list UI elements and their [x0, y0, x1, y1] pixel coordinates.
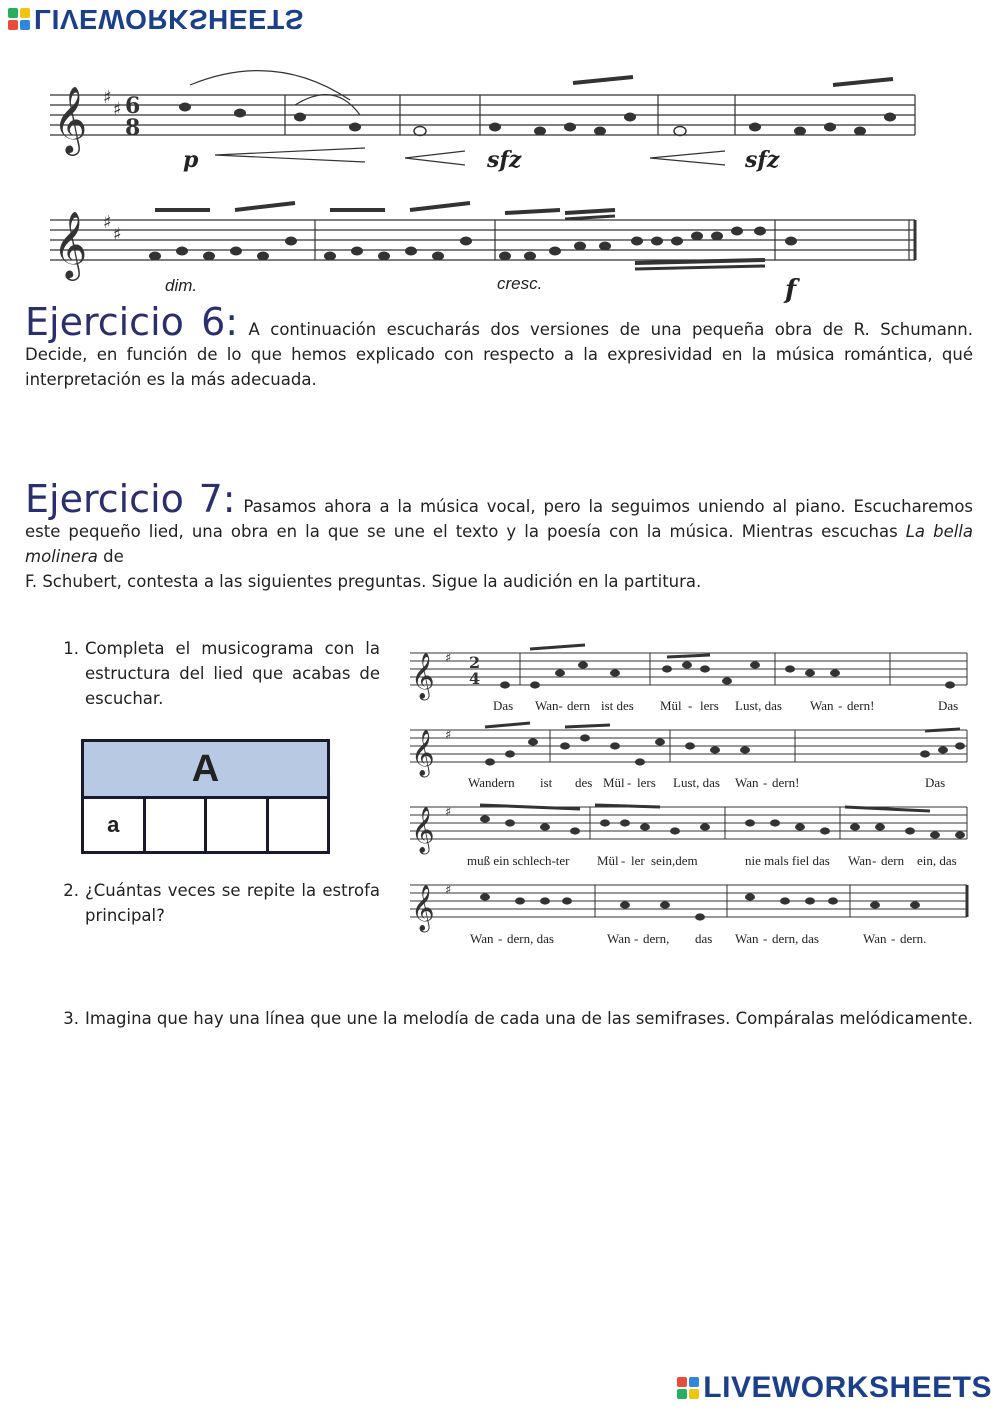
- exercise-7-body-2: F. Schubert, contesta a las siguientes preguntas. Sigue la audición en la partitura.: [25, 572, 702, 591]
- brand-logo-bottom: [677, 1371, 992, 1405]
- svg-text:𝄞: 𝄞: [53, 210, 88, 278]
- lyric: ist des: [601, 698, 634, 713]
- dynamic-marking: sfz: [487, 147, 522, 173]
- brand-name: LIVEWORKSHEETS: [34, 4, 304, 35]
- svg-text:♯: ♯: [445, 805, 452, 820]
- brand-block: [20, 20, 30, 30]
- lyric: Wan: [848, 853, 872, 868]
- expression-marking: cresc.: [497, 274, 543, 293]
- brand-block: [8, 20, 18, 30]
- lyric: sein,dem: [651, 853, 698, 868]
- musicograma-cell[interactable]: [206, 798, 268, 853]
- svg-text:♯: ♯: [113, 99, 122, 120]
- question-3: [55, 1006, 975, 1061]
- lyric: -: [838, 698, 843, 713]
- exercise-7-lead: Pasamos ahora a la música vocal, pero la seguimos uniendo al piano.: [243, 497, 846, 516]
- dynamic-marking: p: [183, 147, 199, 173]
- lyric: Das: [925, 775, 946, 790]
- lyric: -: [872, 853, 877, 868]
- exercise-7-title: Ejercicio 7:: [25, 477, 236, 521]
- lyric: Das: [938, 698, 959, 713]
- svg-text:𝄞: 𝄞: [411, 730, 435, 776]
- lyric: lers: [700, 698, 719, 713]
- lyric: dern!: [847, 698, 875, 713]
- question-number: 1.: [63, 639, 79, 658]
- exercise-7-body: Escucharemos este pequeño lied, una obra en la que se une el texto y la poesía con la música. Mientras escuchas: [25, 497, 974, 541]
- svg-text:𝄞: 𝄞: [53, 85, 88, 153]
- svg-text:𝄞: 𝄞: [411, 807, 435, 853]
- musicograma-cell[interactable]: [267, 798, 329, 853]
- svg-text:♯: ♯: [445, 651, 452, 666]
- lyric: Wandern: [468, 775, 515, 790]
- svg-text:♯: ♯: [445, 883, 452, 898]
- lyric: dern.: [900, 931, 927, 946]
- lyric: -: [634, 931, 639, 946]
- lyric: nie mals fiel das: [745, 853, 830, 868]
- svg-text:♯: ♯: [103, 212, 112, 233]
- svg-text:♯: ♯: [113, 224, 122, 245]
- musicograma-table: [81, 739, 330, 854]
- question-2: [55, 878, 380, 933]
- question-1: [55, 636, 380, 716]
- lyric: -: [763, 931, 768, 946]
- lied-score: [405, 635, 975, 955]
- exercise-6-title: Ejercicio 6:: [25, 300, 239, 344]
- lyric: -: [688, 698, 693, 713]
- lyric: dern, das: [507, 931, 554, 946]
- lyric: -: [891, 931, 896, 946]
- lyric: dern,: [643, 931, 670, 946]
- dynamic-marking: sfz: [745, 147, 780, 173]
- brand-blocks-icon: [677, 1377, 699, 1399]
- lyric: Wan: [470, 931, 494, 946]
- lyric: muß ein schlech-ter: [467, 853, 570, 868]
- brand-block: [689, 1377, 699, 1387]
- musicograma-cell[interactable]: [144, 798, 206, 853]
- brand-blocks-icon: [8, 8, 30, 30]
- exercise-7: [25, 477, 974, 594]
- lyric: des: [575, 775, 593, 790]
- lyric: Wan: [810, 698, 834, 713]
- lyric: ler: [631, 853, 645, 868]
- question-number: 2.: [63, 881, 79, 900]
- lyric: ist: [540, 775, 553, 790]
- expression-marking: dim.: [165, 276, 198, 295]
- musicograma-cell: a: [83, 798, 145, 853]
- svg-text:𝄞: 𝄞: [411, 885, 435, 931]
- dynamic-marking: f: [785, 275, 797, 305]
- question-text: Imagina que hay una línea que une la melodía de cada una de las semifrases. Compáralas melódicamente.: [85, 1009, 974, 1028]
- lyric: Mül: [597, 853, 619, 868]
- lyric: dern!: [772, 775, 800, 790]
- svg-text:♯: ♯: [445, 728, 452, 743]
- svg-text:6: 6: [125, 93, 141, 119]
- lyric: Mül: [660, 698, 682, 713]
- lyric: Wan: [607, 931, 631, 946]
- lyric: Lust, das: [735, 698, 782, 713]
- exercise-6-body: Decide, en función de lo que hemos explicado con respecto a la expresividad en la música romántica, qué interpretación es la más adecuada.: [25, 345, 973, 389]
- lyric: Wan: [735, 775, 759, 790]
- brand-block: [677, 1377, 687, 1387]
- lyric: lers: [637, 775, 656, 790]
- lyric: -: [498, 931, 503, 946]
- work-title: La bella molinera: [25, 522, 973, 566]
- question-text: Completa el musicograma con la estructura del lied que acabas de escuchar.: [85, 639, 380, 708]
- lyric: Das: [493, 698, 514, 713]
- lyric: -: [627, 775, 632, 790]
- lyric: ein, das: [917, 853, 957, 868]
- lyric: Mül: [603, 775, 625, 790]
- lyric: dern, das: [772, 931, 819, 946]
- lyric: -: [621, 853, 626, 868]
- exercise-6: [25, 300, 974, 392]
- exercise-6-lead: A continuación escucharás dos versiones de una pequeña obra de R. Schumann.: [248, 320, 974, 339]
- question-text: ¿Cuántas veces se repite la estrofa principal?: [85, 881, 380, 925]
- exercise-7-body-end: de: [103, 547, 124, 566]
- lyric: dern: [881, 853, 905, 868]
- brand-name: LIVEWORKSHEETS: [703, 1371, 992, 1404]
- time-signature: 4: [469, 669, 481, 688]
- brand-block: [20, 8, 30, 18]
- lyric: das: [695, 931, 713, 946]
- lyric: -: [763, 775, 768, 790]
- lyric: Wan-: [535, 698, 563, 713]
- svg-text:♯: ♯: [103, 87, 112, 108]
- question-number: 3.: [63, 1009, 79, 1028]
- svg-text:8: 8: [125, 115, 141, 141]
- brand-logo-top: [8, 4, 304, 34]
- brand-block: [677, 1389, 687, 1399]
- musicograma-section: A: [83, 741, 329, 798]
- lyric: Lust, das: [673, 775, 720, 790]
- brand-block: [689, 1389, 699, 1399]
- lyric: dern: [567, 698, 591, 713]
- lyric: Wan: [863, 931, 887, 946]
- svg-text:𝄞: 𝄞: [411, 653, 435, 699]
- time-signature: 2: [469, 653, 481, 672]
- brand-block: [8, 8, 18, 18]
- schumann-score: [25, 55, 925, 305]
- lyric: Wan: [735, 931, 759, 946]
